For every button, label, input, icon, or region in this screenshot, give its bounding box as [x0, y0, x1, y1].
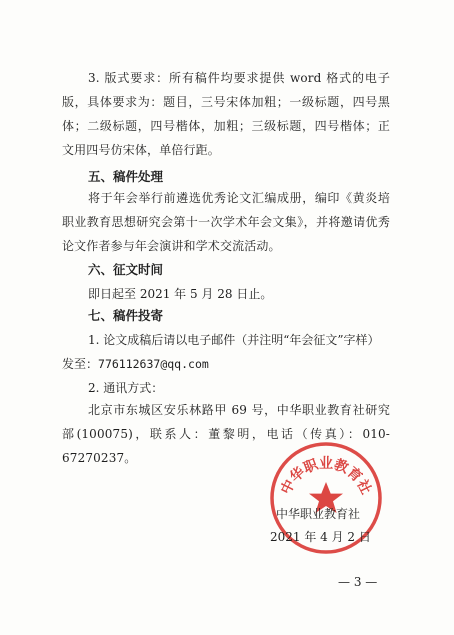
email-prefix: 发至：	[62, 357, 99, 371]
contact-paragraph: 北京市东城区安乐林路甲 69 号，中华职业教育社研究部(100075)，联系人：董黎明，电话（传真）：010-67270237。	[62, 403, 390, 465]
section6-body: 即日起至 2021 年 5 月 28 日止。	[88, 287, 273, 301]
email-address: 776112637@qq.com	[98, 357, 209, 371]
signature-org: 中华职业教育社	[276, 507, 361, 521]
section5-heading: 五、稿件处理	[88, 169, 164, 184]
format-requirement-paragraph: 3. 版式要求：所有稿件均要求提供 word 格式的电子版，具体要求为：题目，三号宋体加粗；一级标题，四号黑体；二级标题，四号楷体，加粗；三级标题，四号楷体；正文用四号仿宋体，单倍行距。	[62, 71, 390, 157]
seal-text: 中华职业教育社	[278, 455, 374, 498]
section6-heading: 六、征文时间	[88, 262, 164, 277]
section5-body: 将于年会举行前遴选优秀论文汇编成册，编印《黄炎培职业教育思想研究会第十一次学术年会文集》，并将邀请优秀论文作者参与年会演讲和学术交流活动。	[62, 191, 390, 253]
signature-date: 2021 年 4 月 2 日	[270, 530, 371, 544]
section7-heading: 七、稿件投寄	[88, 308, 164, 323]
submission-item1: 1. 论文成稿后请以电子邮件（并注明“年会征文”字样）	[88, 333, 380, 347]
email-line	[62, 356, 209, 372]
page-number: — 3 —	[338, 575, 378, 589]
submission-item2: 2. 通讯方式：	[88, 381, 164, 395]
